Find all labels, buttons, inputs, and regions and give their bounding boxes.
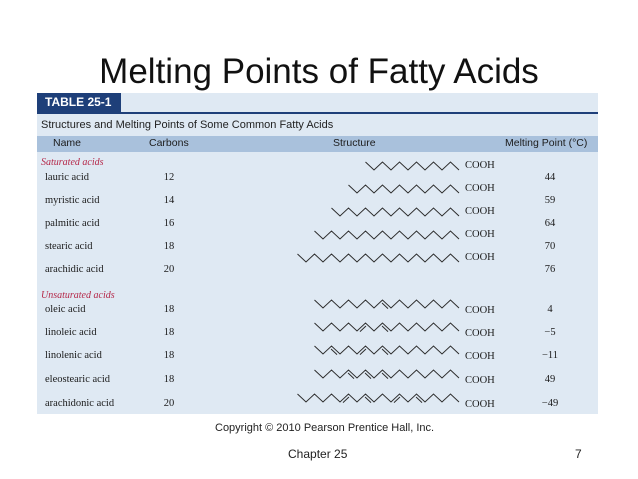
cooh-group: COOH: [465, 160, 495, 171]
header-structure: Structure: [333, 137, 376, 149]
carbon-count: 18: [163, 350, 175, 361]
acid-name: arachidonic acid: [45, 398, 115, 409]
carbon-chain-sat-1: [349, 185, 460, 193]
carbon-chain-sat-2: [332, 208, 460, 216]
acid-name: linoleic acid: [45, 327, 97, 338]
acid-name: stearic acid: [45, 241, 93, 252]
acid-name: eleostearic acid: [45, 374, 110, 385]
fatty-acid-table: [37, 93, 598, 414]
melting-point: 4: [547, 304, 553, 315]
cooh-group: COOH: [465, 399, 495, 410]
carbon-count: 18: [163, 327, 175, 338]
cooh-group: COOH: [465, 229, 495, 240]
table-caption: Structures and Melting Points of Some Common Fatty Acids: [41, 119, 334, 131]
acid-name: myristic acid: [45, 195, 100, 206]
footer-chapter: Chapter 25: [288, 447, 348, 461]
cooh-group: COOH: [465, 252, 495, 263]
carbon-count: 20: [163, 398, 175, 409]
carbon-count: 12: [163, 172, 175, 183]
carbon-count: 16: [163, 218, 175, 229]
melting-point: −5: [544, 327, 556, 338]
acid-name: linolenic acid: [45, 350, 102, 361]
melting-point: 70: [544, 241, 556, 252]
saturated-section-label: Saturated acids: [41, 157, 104, 168]
acid-name: oleic acid: [45, 304, 86, 315]
acid-name: arachidic acid: [45, 264, 104, 275]
header-name: Name: [53, 137, 82, 149]
cooh-group: COOH: [465, 183, 495, 194]
melting-point: 59: [544, 195, 556, 206]
acid-name: palmitic acid: [45, 218, 100, 229]
carbon-count: 18: [163, 304, 175, 315]
structures-svg: [37, 93, 598, 414]
cooh-group: COOH: [465, 375, 495, 386]
melting-point: 44: [544, 172, 556, 183]
carbon-count: 18: [163, 374, 175, 385]
header-carbons: Carbons: [149, 137, 189, 149]
melting-point: 64: [544, 218, 556, 229]
page-number: 7: [575, 447, 582, 461]
carbon-chain-sat-4: [298, 254, 460, 262]
melting-point: 76: [544, 264, 556, 275]
table-tag: TABLE 25-1: [37, 93, 121, 112]
carbon-count: 20: [163, 264, 175, 275]
unsaturated-section-label: Unsaturated acids: [41, 290, 115, 301]
melting-point: 49: [544, 374, 556, 385]
carbon-count: 14: [163, 195, 175, 206]
cooh-group: COOH: [465, 328, 495, 339]
carbon-chain-sat-0: [366, 162, 460, 170]
copyright-notice: Copyright © 2010 Pearson Prentice Hall, Inc.: [215, 422, 435, 434]
acid-name: lauric acid: [45, 172, 90, 183]
header-melting-point: Melting Point (°C): [505, 137, 588, 149]
cooh-group: COOH: [465, 305, 495, 316]
carbon-chain-sat-3: [315, 231, 460, 239]
cooh-group: COOH: [465, 351, 495, 362]
melting-point: −49: [541, 398, 559, 409]
cooh-group: COOH: [465, 206, 495, 217]
carbon-chain-uns-4: [298, 394, 460, 402]
slide-title: Melting Points of Fatty Acids: [99, 52, 539, 91]
carbon-count: 18: [163, 241, 175, 252]
melting-point: −11: [541, 350, 559, 361]
